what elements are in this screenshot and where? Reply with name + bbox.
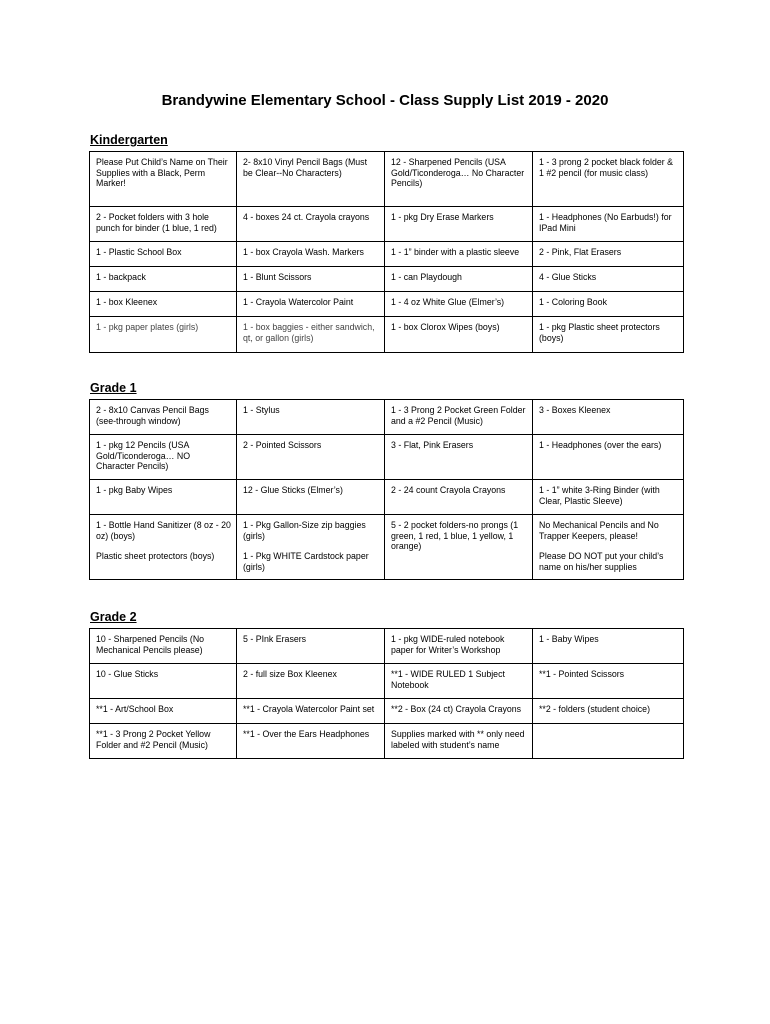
cell-line: 1 - Pkg Gallon-Size zip baggies (girls): [243, 520, 366, 541]
table-cell: 1 - pkg 12 Pencils (USA Gold/Ticonderoga… NO Character Pencils): [90, 435, 237, 480]
grade2-table: [89, 628, 684, 759]
table-cell: **1 - 3 Prong 2 Pocket Yellow Folder and #2 Pencil (Music): [90, 724, 237, 759]
table-cell: 1 - box Clorox Wipes (boys): [385, 317, 533, 353]
cell-line: 5 - 2 pocket folders-no prongs (1 green, 1 red, 1 blue, 1 yellow, 1 orange): [391, 520, 519, 552]
table-cell: **2 - folders (student choice): [533, 699, 684, 724]
cell-line: 1 - Bottle Hand Sanitizer (8 oz - 20 oz) (boys): [96, 520, 231, 541]
table-cell: [533, 724, 684, 759]
grade1-heading: Grade 1: [90, 381, 137, 395]
cell-line: Plastic sheet protectors (boys): [96, 551, 215, 562]
table-row: [90, 435, 684, 480]
table-cell: 2- 8x10 Vinyl Pencil Bags (Must be Clear--No Characters): [237, 152, 385, 207]
table-row: [90, 699, 684, 724]
table-cell: 1 - 3 Prong 2 Pocket Green Folder and a #2 Pencil (Music): [385, 400, 533, 435]
table-row: [90, 664, 684, 699]
table-row: [90, 292, 684, 317]
table-cell: 1 - pkg Plastic sheet protectors (boys): [533, 317, 684, 353]
table-row: [90, 152, 684, 207]
table-cell: Supplies marked with ** only need labeled with student’s name: [385, 724, 533, 759]
cell-line: 1 - Pkg WHITE Cardstock paper (girls): [243, 551, 369, 572]
table-row: [90, 724, 684, 759]
table-cell: 1 - 4 oz White Glue (Elmer’s): [385, 292, 533, 317]
table-cell: 2 - full size Box Kleenex: [237, 664, 385, 699]
table-row: [90, 267, 684, 292]
table-cell: 1 - pkg Dry Erase Markers: [385, 207, 533, 242]
table-cell: 12 - Sharpened Pencils (USA Gold/Ticonderoga… No Character Pencils): [385, 152, 533, 207]
table-cell: [237, 515, 385, 580]
table-cell: 1 - Coloring Book: [533, 292, 684, 317]
table-cell: 3 - Boxes Kleenex: [533, 400, 684, 435]
table-cell: **1 - Over the Ears Headphones: [237, 724, 385, 759]
cell-line: No Mechanical Pencils and No Trapper Keepers, please!: [539, 520, 659, 541]
table-cell: 2 - 8x10 Canvas Pencil Bags (see-through window): [90, 400, 237, 435]
table-cell: 12 - Glue Sticks (Elmer’s): [237, 480, 385, 515]
table-row: [90, 629, 684, 664]
table-cell: 1 - backpack: [90, 267, 237, 292]
table-cell: **2 - Box (24 ct) Crayola Crayons: [385, 699, 533, 724]
table-cell: 2 - Pocket folders with 3 hole punch for binder (1 blue, 1 red): [90, 207, 237, 242]
table-row: [90, 207, 684, 242]
table-cell: **1 - Crayola Watercolor Paint set: [237, 699, 385, 724]
table-cell: **1 - Pointed Scissors: [533, 664, 684, 699]
table-cell: Please Put Child’s Name on Their Supplies with a Black, Perm Marker!: [90, 152, 237, 207]
table-cell: 1 - pkg Baby Wipes: [90, 480, 237, 515]
table-cell: **1 - WIDE RULED 1 Subject Notebook: [385, 664, 533, 699]
grade2-heading: Grade 2: [90, 610, 137, 624]
table-row: [90, 480, 684, 515]
table-cell: 3 - Flat, Pink Erasers: [385, 435, 533, 480]
table-cell: 1 - Blunt Scissors: [237, 267, 385, 292]
table-cell: 1 - Baby Wipes: [533, 629, 684, 664]
table-cell: 1 - 1” binder with a plastic sleeve: [385, 242, 533, 267]
table-cell: 1 - pkg WIDE-ruled notebook paper for Writer’s Workshop: [385, 629, 533, 664]
table-cell: 4 - boxes 24 ct. Crayola crayons: [237, 207, 385, 242]
table-cell: 1 - Stylus: [237, 400, 385, 435]
table-cell: 5 - PInk Erasers: [237, 629, 385, 664]
table-cell: 1 - Crayola Watercolor Paint: [237, 292, 385, 317]
table-cell: 1 - pkg paper plates (girls): [90, 317, 237, 353]
table-cell: 1 - can Playdough: [385, 267, 533, 292]
table-cell: 1 - box baggies - either sandwich, qt, or gallon (girls): [237, 317, 385, 353]
table-cell: **1 - Art/School Box: [90, 699, 237, 724]
table-cell: 1 - box Crayola Wash. Markers: [237, 242, 385, 267]
table-row: [90, 317, 684, 353]
document-title: Brandywine Elementary School - Class Supply List 2019 - 2020: [161, 92, 609, 109]
table-cell: 1 - 1” white 3-Ring Binder (with Clear, Plastic Sleeve): [533, 480, 684, 515]
table-cell: [90, 515, 237, 580]
kindergarten-table: [89, 151, 684, 353]
table-cell: 1 - Headphones (over the ears): [533, 435, 684, 480]
kindergarten-heading: Kindergarten: [90, 133, 168, 147]
table-cell: 1 - Headphones (No Earbuds!) for IPad Mini: [533, 207, 684, 242]
table-cell: 10 - Sharpened Pencils (No Mechanical Pencils please): [90, 629, 237, 664]
table-row: [90, 400, 684, 435]
table-cell: 2 - Pointed Scissors: [237, 435, 385, 480]
table-row: [90, 515, 684, 580]
table-cell: 2 - Pink, Flat Erasers: [533, 242, 684, 267]
table-cell: 4 - Glue Sticks: [533, 267, 684, 292]
grade1-table: [89, 399, 684, 580]
table-cell: 10 - Glue Sticks: [90, 664, 237, 699]
cell-line: Please DO NOT put your child’s name on his/her supplies: [539, 551, 664, 572]
table-cell: 2 - 24 count Crayola Crayons: [385, 480, 533, 515]
table-cell: [385, 515, 533, 580]
table-cell: 1 - Plastic School Box: [90, 242, 237, 267]
table-row: [90, 242, 684, 267]
table-cell: 1 - box Kleenex: [90, 292, 237, 317]
table-cell: 1 - 3 prong 2 pocket black folder & 1 #2 pencil (for music class): [533, 152, 684, 207]
table-cell: [533, 515, 684, 580]
